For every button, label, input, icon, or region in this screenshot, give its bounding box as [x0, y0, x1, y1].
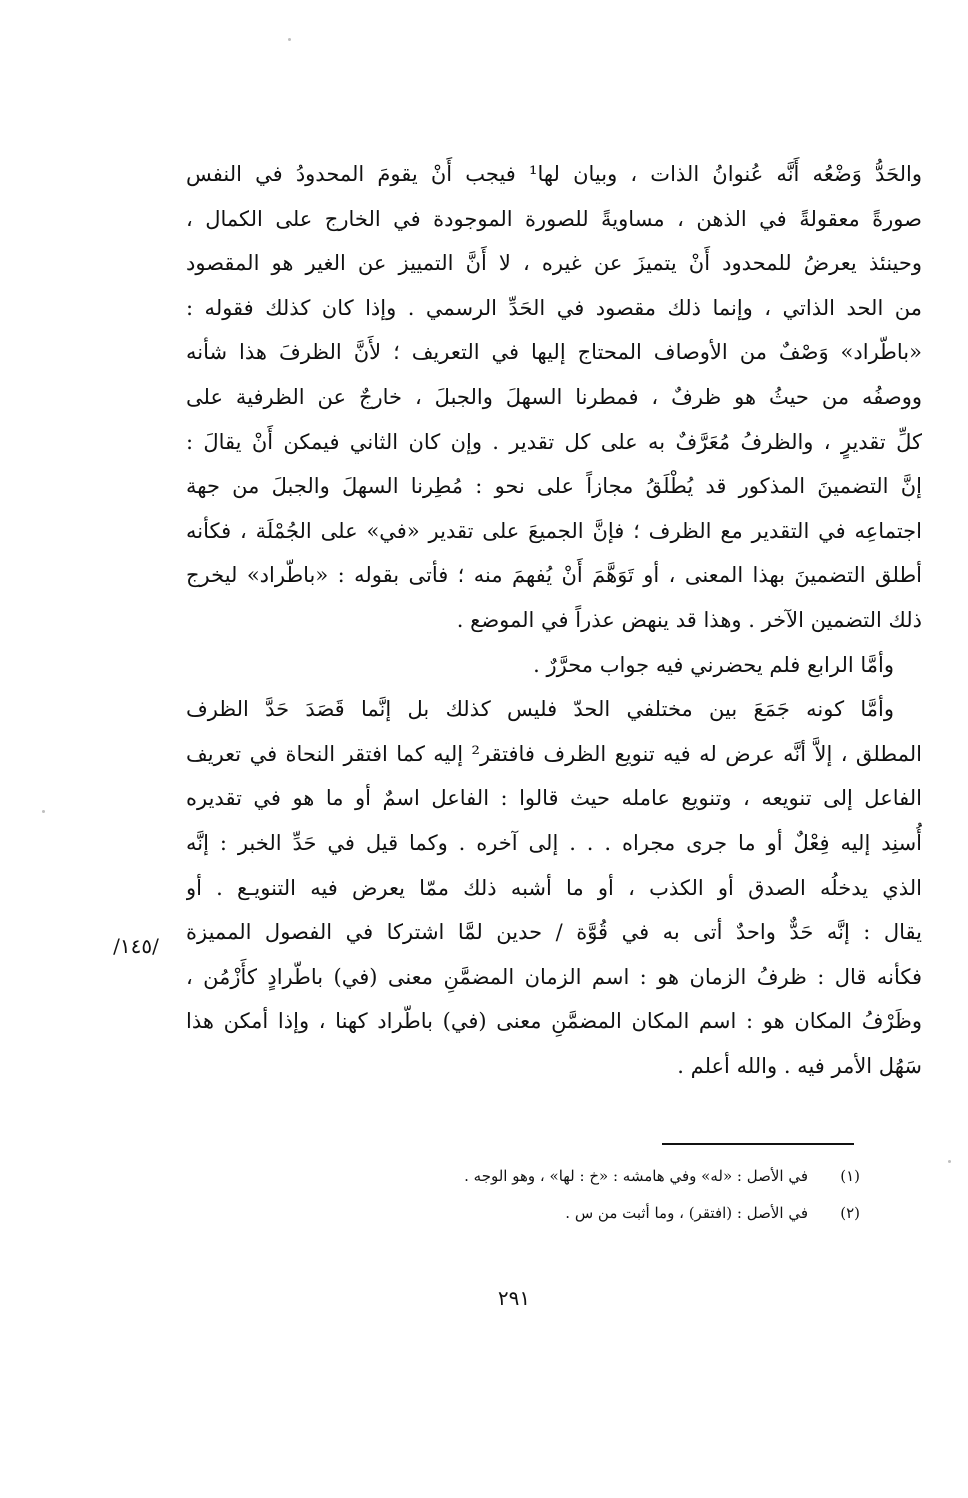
text-line: «باطّراد» وَصْفٌ من الأوصاف المحتاج إليها في التعريف ؛ لأَنَّ الظرفَ هذا شأنه [186, 340, 922, 365]
footnote [400, 1158, 860, 1195]
text-line: اجتماعِه في التقدير مع الظرف ؛ فإنَّ الجميعَ على تقدير «في» على الجُمْلَة ، فكأنه [186, 518, 922, 543]
footnote-text: في الأصل : (افتقر) ، وما أثبت من س . [565, 1204, 808, 1222]
text-line: أطلق التضمينَ بهذا المعنى ، أو تَوَهَّمَ أَنْ يُفهمَ منه ؛ فأتى بقوله : «باطّراد» ليخرج [186, 563, 922, 588]
footnote-number: (١) [840, 1167, 860, 1185]
text-line: وظَرْفُ المكان هو : اسم المكان المضمَّنِ معنى (في) باطّراد كهنا ، وإذا أمكن هذا [186, 1009, 922, 1034]
margin-folio-reference: /١٤٥/ [113, 934, 159, 958]
footnotes [400, 1158, 860, 1232]
scan-speck [42, 810, 45, 813]
scan-speck [948, 1160, 951, 1163]
footnote-text: في الأصل : «له» وفي هامشه : «خ : لها» ، وهو الوجه . [464, 1167, 808, 1185]
text-line: الذي يدخلُه الصدق أو الكذب ، أو ما أشبه ذلك ممّا يعرض فيه التنويـع . أو [186, 875, 922, 900]
text-line: كلِّ تقديرٍ ، والظرفُ مُعَرَّفٌ به على كل تقدير . وإن كان الثاني فيمكن أَنْ يقالَ : [186, 429, 922, 454]
footnote [400, 1195, 860, 1232]
text-line: ووصفُه من حيثُ هو ظرفٌ ، فمطرنا السهلَ والجبلَ ، خارجٌ عن الظرفية على [186, 384, 922, 409]
text-line: أُسنِد إليه فِعْلٌ أو ما جرى مجراه . . . إلى آخره . وكما قيل في حَدِّ الخبر : إنَّه [186, 830, 922, 855]
main-text [186, 152, 922, 1088]
text-line: سَهُل الأمر فيه . والله أعلم . [677, 1053, 922, 1078]
text-line: وأمَّا كونه جَمَعَ بين مختلفي الحدّ فليس كذلك بل إنَّما قَصَدَ حَدَّ الظرف [186, 697, 894, 722]
scan-speck [288, 38, 291, 41]
text-line: ذلك التضمين الآخر . وهذا قد ينهض عذراً في الموضع . [456, 607, 922, 632]
page-number: ٢٩١ [497, 1286, 531, 1310]
text-line: وحينئذ يعرضُ للمحدود أَنْ يتميزَ عن غيره ، لا أَنَّ التمييز عن الغير هو المقصود [186, 251, 922, 276]
footnote-number: (٢) [840, 1204, 860, 1222]
text-line: والحَدُّ وَضْعُه أَنَّه عُنوانُ الذات ، وبيان لها¹ فيجب أَنْ يقومَ المحدودُ في النفس [186, 162, 922, 186]
text-line: صورةً معقولةً في الذهن ، مساويةً للصورة الموجودة في الخارج على الكمال ، [186, 206, 922, 231]
text-line: الفاعل إلى تنويعه ، وتنويع عامله حيث قالوا : الفاعل اسمٌ أو ما هو في تقديره [186, 786, 922, 811]
text-line: إنَّ التضمينَ المذكور قد يُطْلَقُ مجازاً على نحو : مُطِرنا السهلَ والجبلَ من جهة [186, 474, 922, 499]
text-line: المطلق ، إلاَّ أنَّه عرض له فيه تنويع الظرف فافتقر² إليه كما افتقر النحاة في تعريف [186, 741, 922, 766]
text-line: فكأنه قال : ظرفُ الزمان هو : اسم الزمان المضمَّنِ معنى (في) باطّرادٍ كأَزْمُن ، [186, 964, 922, 989]
text-line: وأمَّا الرابع فلم يحضرني فيه جواب محرَّرٌ . [533, 652, 894, 677]
text-line: يقال : إنَّه حَدٌّ واحدٌ أتى به في قُوَّة / حدين لمَّا اشتركا في الفصول المميزة [186, 920, 922, 945]
text-line: من الحد الذاتي ، وإنما ذلك مقصود في الحَدِّ الرسمي . وإذا كان كذلك فقوله : [186, 295, 922, 320]
footnote-divider [662, 1143, 854, 1145]
